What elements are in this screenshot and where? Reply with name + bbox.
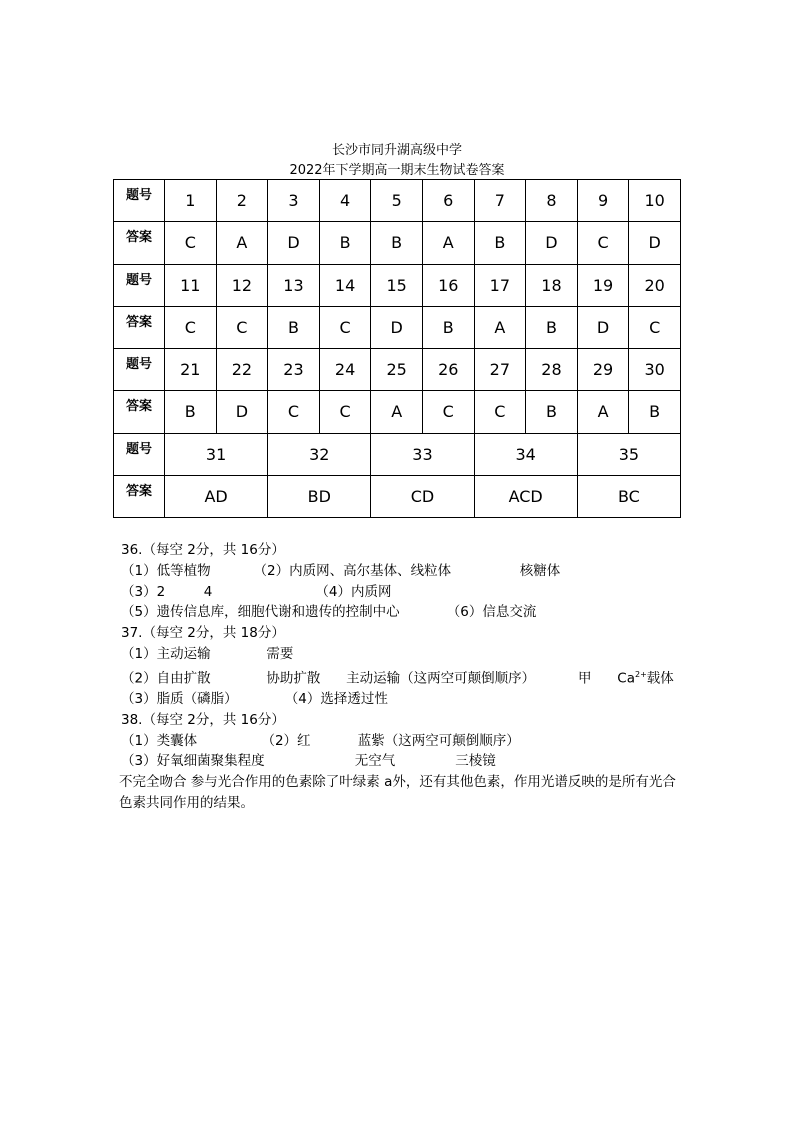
exam-title: 2022年下学期高一期末生物试卷答案 [289,163,505,178]
question-number: 33 [371,433,474,475]
question-number: 6 [422,180,474,222]
q36-header: 36.（每空 2分，共 16分） [121,542,285,558]
answer-label: 答案 [114,306,165,348]
question-label: 题号 [114,264,165,306]
question-number: 9 [577,180,629,222]
answer-cell: B [629,391,681,433]
question-number: 27 [474,349,526,391]
question-number: 24 [319,349,371,391]
answer-cell: A [216,222,268,264]
question-row [114,180,681,222]
question-number: 16 [422,264,474,306]
question-number: 20 [629,264,681,306]
answer-row [114,475,681,517]
answer-cell: CD [371,475,474,517]
answer-cell: C [216,306,268,348]
answer-cell: C [268,391,320,433]
answer-cell: BC [577,475,680,517]
question-number: 22 [216,349,268,391]
question-number: 19 [577,264,629,306]
answer-cell: AD [165,475,268,517]
question-label: 题号 [114,349,165,391]
answer-row [114,222,681,264]
answer-cell: A [371,391,423,433]
question-label: 题号 [114,433,165,475]
q37-line-2 [121,665,681,689]
answer-cell: C [474,391,526,433]
answer-cell: B [165,391,217,433]
question-number: 13 [268,264,320,306]
answer-cell: A [422,222,474,264]
answer-cell: B [422,306,474,348]
answer-cell: C [319,306,371,348]
answer-cell: C [165,222,217,264]
answer-row [114,306,681,348]
q37-line-3: （3）脂质（磷脂） （4）选择透过性 [121,691,388,708]
answer-cell: B [319,222,371,264]
answer-cell: A [474,306,526,348]
q36-line-2: （3）2 4 （4）内质网 [121,583,392,600]
answer-cell: C [577,222,629,264]
question-number: 31 [165,433,268,475]
question-number: 17 [474,264,526,306]
answer-cell: D [216,391,268,433]
question-number: 10 [629,180,681,222]
answer-cell: A [577,391,629,433]
question-number: 4 [319,180,371,222]
answer-cell: B [474,222,526,264]
question-number: 28 [526,349,578,391]
question-number: 21 [165,349,217,391]
question-number: 30 [629,349,681,391]
question-number: 11 [165,264,217,306]
question-number: 5 [371,180,423,222]
question-number: 15 [371,264,423,306]
ion-charge: 2+ [634,669,647,679]
answer-cell: BD [268,475,371,517]
question-number: 26 [422,349,474,391]
answer-cell: C [165,306,217,348]
q38-header: 38.（每空 2分，共 16分） [121,711,285,728]
q37-line-2-tail: 载体 [646,670,674,687]
question-label: 题号 [114,180,165,222]
answer-cell: D [629,222,681,264]
answer-cell: D [526,222,578,264]
q38-line-1: （1）类囊体 （2）红 蓝紫（这两空可颠倒顺序） [121,732,520,749]
answer-row [114,391,681,433]
written-answers [121,540,681,814]
question-number: 29 [577,349,629,391]
question-number: 34 [474,433,577,475]
answer-cell: D [268,222,320,264]
question-number: 1 [165,180,217,222]
question-number: 14 [319,264,371,306]
school-title: 长沙市同升湖高级中学 [331,143,462,158]
answer-cell: B [371,222,423,264]
answer-cell: C [422,391,474,433]
q38-line-3: 不完全吻合 参与光合作用的色素除了叶绿素 a外，还有其他色素，作用光谱反映的是所有光合色素共同作用的结果。 [119,774,676,812]
q37-line-2-text: （2）自由扩散 协助扩散 主动运输（这两空可颠倒顺序） 甲 Ca [121,670,635,687]
answer-cell: B [526,306,578,348]
question-number: 23 [268,349,320,391]
q37-header: 37.（每空 2分，共 18分） [121,625,285,642]
answer-cell: D [577,306,629,348]
answer-table [113,179,681,518]
q38-line-2: （3）好氧细菌聚集程度 无空气 三棱镜 [121,753,496,770]
answer-cell: D [371,306,423,348]
question-number: 2 [216,180,268,222]
question-number: 35 [577,433,680,475]
answer-label: 答案 [114,222,165,264]
question-number: 8 [526,180,578,222]
answer-label: 答案 [114,475,165,517]
question-number: 18 [526,264,578,306]
question-number: 7 [474,180,526,222]
answer-cell: B [526,391,578,433]
answer-cell: C [319,391,371,433]
q36-line-3: （5）遗传信息库，细胞代谢和遗传的控制中心 （6）信息交流 [121,604,537,621]
answer-cell: ACD [474,475,577,517]
question-number: 25 [371,349,423,391]
question-number: 3 [268,180,320,222]
answer-cell: C [629,306,681,348]
answer-cell: B [268,306,320,348]
question-row [114,433,681,475]
question-row [114,264,681,306]
answer-label: 答案 [114,391,165,433]
question-row [114,349,681,391]
q37-line-1: （1）主动运输 需要 [121,645,294,662]
q36-line-1: （1）低等植物 （2）内质网、高尔基体、线粒体 核糖体 [121,562,561,579]
question-number: 12 [216,264,268,306]
question-number: 32 [268,433,371,475]
